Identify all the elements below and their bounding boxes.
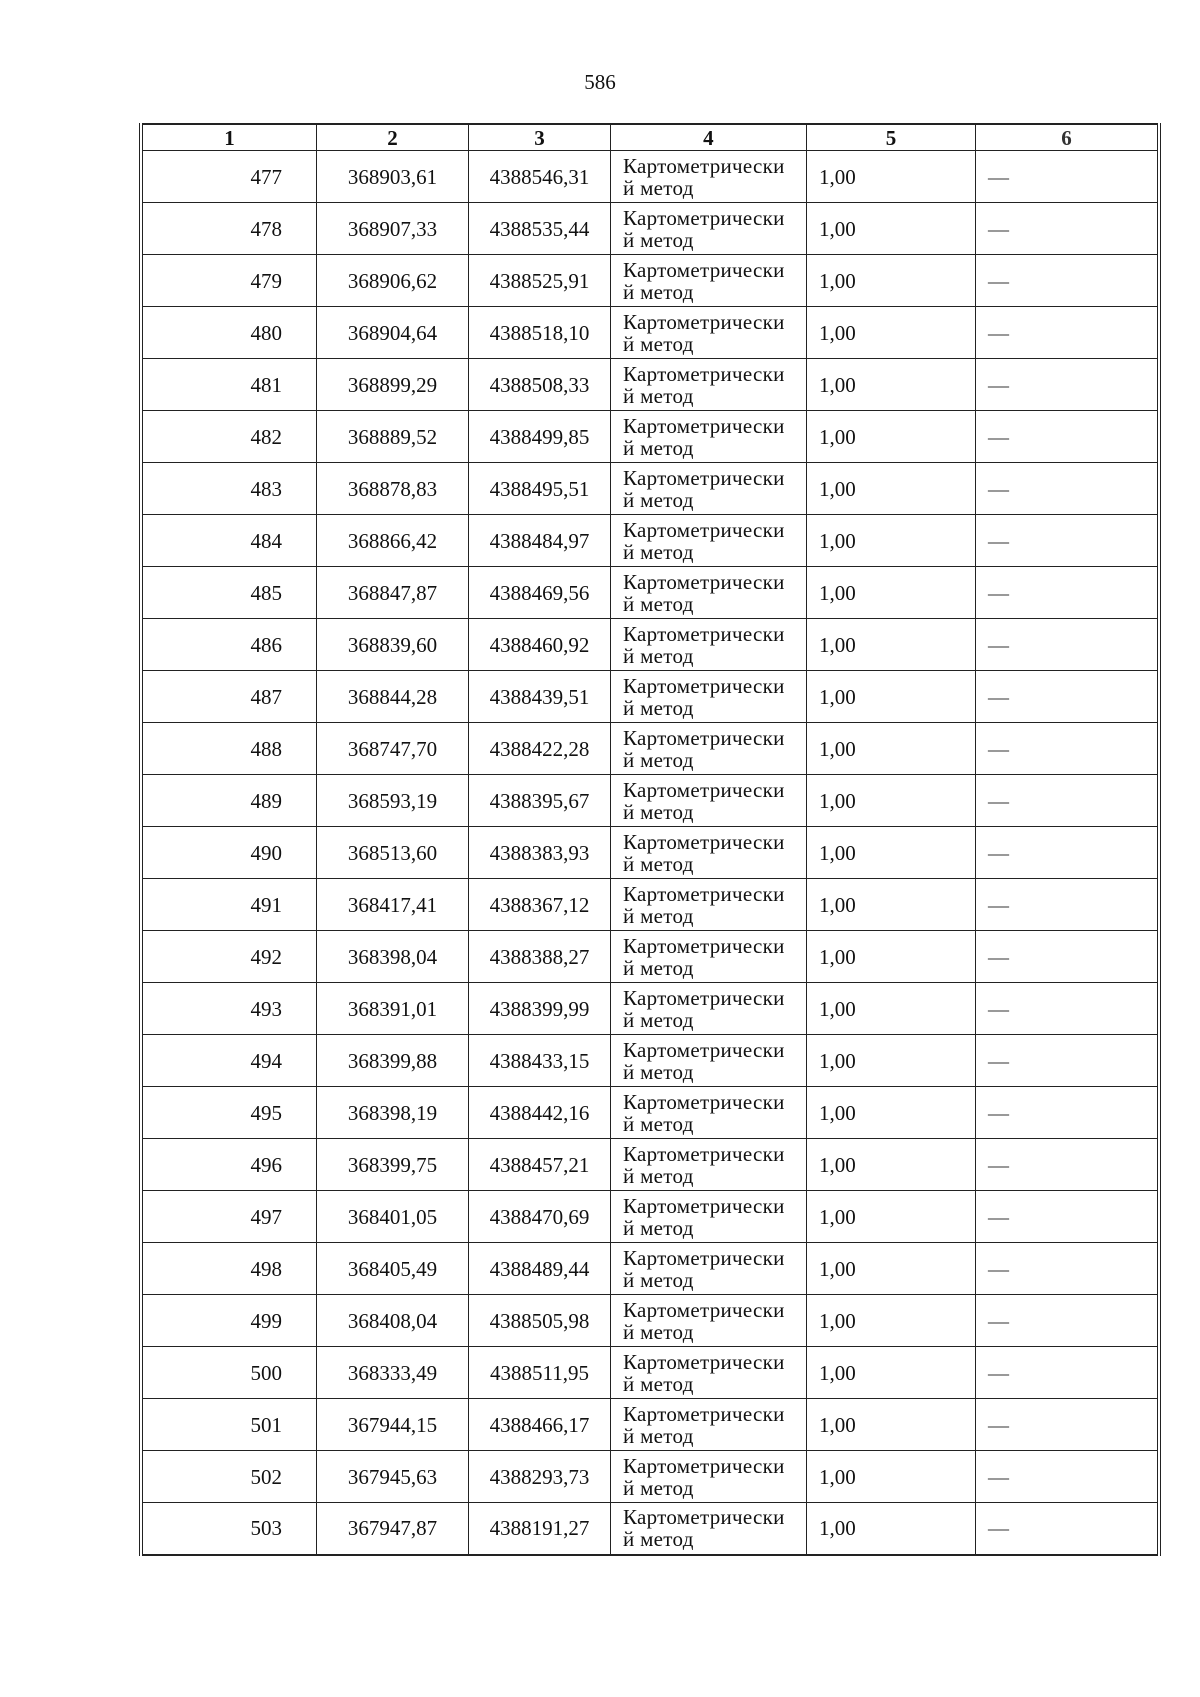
y-coordinate-cell: 4388460,92: [469, 619, 611, 671]
point-number-cell: 495: [141, 1087, 317, 1139]
note-cell: —: [976, 775, 1160, 827]
note-cell: —: [976, 931, 1160, 983]
note-cell: —: [976, 307, 1160, 359]
point-number-cell: 497: [141, 1191, 317, 1243]
method-cell: [611, 723, 807, 775]
method-cell: [611, 931, 807, 983]
method-line-2: й метод: [623, 383, 694, 408]
accuracy-cell: 1,00: [807, 879, 976, 931]
method-line-2: й метод: [623, 435, 694, 460]
accuracy-cell: 1,00: [807, 203, 976, 255]
accuracy-cell: 1,00: [807, 1191, 976, 1243]
method-line-1: Картометрически: [623, 1089, 785, 1114]
x-coordinate-cell: 368889,52: [317, 411, 469, 463]
method-cell: [611, 411, 807, 463]
y-coordinate-cell: 4388367,12: [469, 879, 611, 931]
method-line-2: й метод: [623, 1059, 694, 1084]
point-number-cell: 501: [141, 1399, 317, 1451]
note-cell: —: [976, 411, 1160, 463]
table-header: [141, 124, 1159, 151]
note-cell: —: [976, 723, 1160, 775]
point-number-cell: 484: [141, 515, 317, 567]
method-line-1: Картометрически: [623, 1141, 785, 1166]
accuracy-cell: 1,00: [807, 1451, 976, 1503]
accuracy-cell: 1,00: [807, 359, 976, 411]
method-cell: [611, 1191, 807, 1243]
x-coordinate-cell: 368398,04: [317, 931, 469, 983]
point-number-cell: 502: [141, 1451, 317, 1503]
note-cell: —: [976, 1243, 1160, 1295]
method-cell: [611, 1243, 807, 1295]
table-body: [141, 151, 1159, 1555]
accuracy-cell: 1,00: [807, 827, 976, 879]
method-line-2: й метод: [623, 955, 694, 980]
x-coordinate-cell: 368405,49: [317, 1243, 469, 1295]
table-row: [141, 463, 1159, 515]
note-cell: —: [976, 515, 1160, 567]
method-line-2: й метод: [623, 1371, 694, 1396]
method-line-2: й метод: [623, 695, 694, 720]
column-header-3: 3: [469, 124, 611, 151]
y-coordinate-cell: 4388511,95: [469, 1347, 611, 1399]
x-coordinate-cell: 368417,41: [317, 879, 469, 931]
x-coordinate-cell: 367944,15: [317, 1399, 469, 1451]
x-coordinate-cell: 368866,42: [317, 515, 469, 567]
method-cell: [611, 619, 807, 671]
note-cell: —: [976, 463, 1160, 515]
point-number-cell: 478: [141, 203, 317, 255]
note-cell: —: [976, 1191, 1160, 1243]
accuracy-cell: 1,00: [807, 1399, 976, 1451]
accuracy-cell: 1,00: [807, 1035, 976, 1087]
table-row: [141, 255, 1159, 307]
table-row: [141, 307, 1159, 359]
accuracy-cell: 1,00: [807, 515, 976, 567]
accuracy-cell: 1,00: [807, 775, 976, 827]
x-coordinate-cell: 368593,19: [317, 775, 469, 827]
page-number: 586: [584, 70, 616, 94]
note-cell: —: [976, 359, 1160, 411]
accuracy-cell: 1,00: [807, 619, 976, 671]
point-number-cell: 489: [141, 775, 317, 827]
table-row: [141, 1139, 1159, 1191]
y-coordinate-cell: 4388495,51: [469, 463, 611, 515]
method-line-1: Картометрически: [623, 1037, 785, 1062]
point-number-cell: 503: [141, 1503, 317, 1555]
method-line-2: й метод: [623, 1111, 694, 1136]
accuracy-cell: 1,00: [807, 1347, 976, 1399]
accuracy-cell: 1,00: [807, 307, 976, 359]
method-line-1: Картометрически: [623, 1401, 785, 1426]
note-cell: —: [976, 1087, 1160, 1139]
table-row: [141, 151, 1159, 203]
note-cell: —: [976, 1035, 1160, 1087]
x-coordinate-cell: 368903,61: [317, 151, 469, 203]
accuracy-cell: 1,00: [807, 983, 976, 1035]
table-row: [141, 983, 1159, 1035]
x-coordinate-cell: 368839,60: [317, 619, 469, 671]
method-line-1: Картометрически: [623, 205, 785, 230]
x-coordinate-cell: 368399,88: [317, 1035, 469, 1087]
accuracy-cell: 1,00: [807, 1503, 976, 1555]
x-coordinate-cell: 368844,28: [317, 671, 469, 723]
point-number-cell: 477: [141, 151, 317, 203]
accuracy-cell: 1,00: [807, 1087, 976, 1139]
method-line-1: Картометрически: [623, 465, 785, 490]
note-cell: —: [976, 827, 1160, 879]
column-header-2: 2: [317, 124, 469, 151]
method-cell: [611, 1503, 807, 1555]
method-line-1: Картометрически: [623, 725, 785, 750]
header-row: [141, 124, 1159, 151]
method-line-2: й метод: [623, 279, 694, 304]
method-line-2: й метод: [623, 1319, 694, 1344]
x-coordinate-cell: 368899,29: [317, 359, 469, 411]
point-number-cell: 480: [141, 307, 317, 359]
y-coordinate-cell: 4388469,56: [469, 567, 611, 619]
y-coordinate-cell: 4388383,93: [469, 827, 611, 879]
y-coordinate-cell: 4388505,98: [469, 1295, 611, 1347]
point-number-cell: 485: [141, 567, 317, 619]
method-cell: [611, 1035, 807, 1087]
x-coordinate-cell: 368398,19: [317, 1087, 469, 1139]
method-cell: [611, 515, 807, 567]
x-coordinate-cell: 368399,75: [317, 1139, 469, 1191]
method-line-1: Картометрически: [623, 309, 785, 334]
note-cell: —: [976, 671, 1160, 723]
method-line-2: й метод: [623, 539, 694, 564]
table-row: [141, 931, 1159, 983]
point-number-cell: 494: [141, 1035, 317, 1087]
point-number-cell: 481: [141, 359, 317, 411]
table-row: [141, 1503, 1159, 1555]
y-coordinate-cell: 4388293,73: [469, 1451, 611, 1503]
accuracy-cell: 1,00: [807, 255, 976, 307]
table-row: [141, 359, 1159, 411]
note-cell: —: [976, 151, 1160, 203]
accuracy-cell: 1,00: [807, 463, 976, 515]
table-row: [141, 1243, 1159, 1295]
method-cell: [611, 1087, 807, 1139]
table-row: [141, 1399, 1159, 1451]
method-cell: [611, 203, 807, 255]
table-row: [141, 879, 1159, 931]
coordinates-table: [139, 123, 1161, 1556]
x-coordinate-cell: 368878,83: [317, 463, 469, 515]
accuracy-cell: 1,00: [807, 723, 976, 775]
x-coordinate-cell: 368907,33: [317, 203, 469, 255]
method-line-2: й метод: [623, 175, 694, 200]
x-coordinate-cell: 368333,49: [317, 1347, 469, 1399]
method-cell: [611, 567, 807, 619]
note-cell: —: [976, 1451, 1160, 1503]
table-row: [141, 1347, 1159, 1399]
method-line-1: Картометрически: [623, 881, 785, 906]
x-coordinate-cell: 368401,05: [317, 1191, 469, 1243]
method-cell: [611, 827, 807, 879]
method-line-1: Картометрически: [623, 933, 785, 958]
method-cell: [611, 307, 807, 359]
method-line-1: Картометрически: [623, 517, 785, 542]
y-coordinate-cell: 4388433,15: [469, 1035, 611, 1087]
table-row: [141, 203, 1159, 255]
method-cell: [611, 151, 807, 203]
method-line-2: й метод: [623, 331, 694, 356]
table-row: [141, 775, 1159, 827]
x-coordinate-cell: 368513,60: [317, 827, 469, 879]
method-line-2: й метод: [623, 799, 694, 824]
method-line-1: Картометрически: [623, 361, 785, 386]
method-cell: [611, 463, 807, 515]
note-cell: —: [976, 879, 1160, 931]
method-line-1: Картометрически: [623, 153, 785, 178]
point-number-cell: 487: [141, 671, 317, 723]
method-line-2: й метод: [623, 903, 694, 928]
point-number-cell: 488: [141, 723, 317, 775]
method-line-2: й метод: [623, 487, 694, 512]
y-coordinate-cell: 4388535,44: [469, 203, 611, 255]
y-coordinate-cell: 4388546,31: [469, 151, 611, 203]
accuracy-cell: 1,00: [807, 671, 976, 723]
method-line-1: Картометрически: [623, 257, 785, 282]
y-coordinate-cell: 4388484,97: [469, 515, 611, 567]
method-line-1: Картометрически: [623, 673, 785, 698]
method-line-2: й метод: [623, 1163, 694, 1188]
method-line-1: Картометрически: [623, 1245, 785, 1270]
accuracy-cell: 1,00: [807, 411, 976, 463]
method-line-2: й метод: [623, 1423, 694, 1448]
method-cell: [611, 359, 807, 411]
column-header-1: 1: [141, 124, 317, 151]
table-row: [141, 1087, 1159, 1139]
point-number-cell: 496: [141, 1139, 317, 1191]
method-cell: [611, 1399, 807, 1451]
y-coordinate-cell: 4388508,33: [469, 359, 611, 411]
method-line-2: й метод: [623, 1527, 694, 1552]
method-line-1: Картометрически: [623, 1193, 785, 1218]
method-cell: [611, 255, 807, 307]
column-header-6: 6: [976, 124, 1160, 151]
method-cell: [611, 1451, 807, 1503]
method-cell: [611, 1295, 807, 1347]
point-number-cell: 486: [141, 619, 317, 671]
method-line-1: Картометрически: [623, 1453, 785, 1478]
column-header-4: 4: [611, 124, 807, 151]
accuracy-cell: 1,00: [807, 931, 976, 983]
note-cell: —: [976, 1139, 1160, 1191]
accuracy-cell: 1,00: [807, 151, 976, 203]
note-cell: —: [976, 1347, 1160, 1399]
method-line-1: Картометрически: [623, 413, 785, 438]
method-line-2: й метод: [623, 1267, 694, 1292]
accuracy-cell: 1,00: [807, 1295, 976, 1347]
table-row: [141, 827, 1159, 879]
point-number-cell: 498: [141, 1243, 317, 1295]
method-line-2: й метод: [623, 747, 694, 772]
x-coordinate-cell: 368906,62: [317, 255, 469, 307]
method-cell: [611, 1139, 807, 1191]
y-coordinate-cell: 4388399,99: [469, 983, 611, 1035]
table-row: [141, 619, 1159, 671]
x-coordinate-cell: 368408,04: [317, 1295, 469, 1347]
y-coordinate-cell: 4388518,10: [469, 307, 611, 359]
point-number-cell: 491: [141, 879, 317, 931]
note-cell: —: [976, 255, 1160, 307]
table-row: [141, 1191, 1159, 1243]
y-coordinate-cell: 4388470,69: [469, 1191, 611, 1243]
method-cell: [611, 1347, 807, 1399]
x-coordinate-cell: 368904,64: [317, 307, 469, 359]
note-cell: —: [976, 203, 1160, 255]
table-row: [141, 1035, 1159, 1087]
method-line-1: Картометрически: [623, 829, 785, 854]
table-row: [141, 1295, 1159, 1347]
point-number-cell: 493: [141, 983, 317, 1035]
note-cell: —: [976, 567, 1160, 619]
table-row: [141, 411, 1159, 463]
y-coordinate-cell: 4388457,21: [469, 1139, 611, 1191]
method-line-2: й метод: [623, 1215, 694, 1240]
method-line-1: Картометрически: [623, 621, 785, 646]
point-number-cell: 479: [141, 255, 317, 307]
accuracy-cell: 1,00: [807, 1139, 976, 1191]
y-coordinate-cell: 4388422,28: [469, 723, 611, 775]
method-line-2: й метод: [623, 851, 694, 876]
table-row: [141, 515, 1159, 567]
table-row: [141, 671, 1159, 723]
method-line-2: й метод: [623, 227, 694, 252]
column-header-5: 5: [807, 124, 976, 151]
note-cell: —: [976, 1295, 1160, 1347]
x-coordinate-cell: 367947,87: [317, 1503, 469, 1555]
y-coordinate-cell: 4388191,27: [469, 1503, 611, 1555]
point-number-cell: 500: [141, 1347, 317, 1399]
accuracy-cell: 1,00: [807, 1243, 976, 1295]
method-cell: [611, 775, 807, 827]
x-coordinate-cell: 368391,01: [317, 983, 469, 1035]
x-coordinate-cell: 367945,63: [317, 1451, 469, 1503]
method-line-1: Картометрически: [623, 569, 785, 594]
y-coordinate-cell: 4388395,67: [469, 775, 611, 827]
y-coordinate-cell: 4388439,51: [469, 671, 611, 723]
y-coordinate-cell: 4388442,16: [469, 1087, 611, 1139]
y-coordinate-cell: 4388525,91: [469, 255, 611, 307]
accuracy-cell: 1,00: [807, 567, 976, 619]
point-number-cell: 483: [141, 463, 317, 515]
method-line-1: Картометрически: [623, 1505, 785, 1530]
x-coordinate-cell: 368747,70: [317, 723, 469, 775]
point-number-cell: 492: [141, 931, 317, 983]
method-line-1: Картометрически: [623, 985, 785, 1010]
note-cell: —: [976, 1503, 1160, 1555]
note-cell: —: [976, 619, 1160, 671]
note-cell: —: [976, 983, 1160, 1035]
table-row: [141, 567, 1159, 619]
method-cell: [611, 879, 807, 931]
y-coordinate-cell: 4388388,27: [469, 931, 611, 983]
point-number-cell: 499: [141, 1295, 317, 1347]
method-line-1: Картометрически: [623, 1297, 785, 1322]
method-line-2: й метод: [623, 1475, 694, 1500]
method-line-1: Картометрически: [623, 777, 785, 802]
point-number-cell: 482: [141, 411, 317, 463]
note-cell: —: [976, 1399, 1160, 1451]
y-coordinate-cell: 4388499,85: [469, 411, 611, 463]
method-line-1: Картометрически: [623, 1349, 785, 1374]
method-line-2: й метод: [623, 643, 694, 668]
table-row: [141, 723, 1159, 775]
x-coordinate-cell: 368847,87: [317, 567, 469, 619]
table-row: [141, 1451, 1159, 1503]
point-number-cell: 490: [141, 827, 317, 879]
method-line-2: й метод: [623, 591, 694, 616]
method-cell: [611, 983, 807, 1035]
y-coordinate-cell: 4388489,44: [469, 1243, 611, 1295]
method-line-2: й метод: [623, 1007, 694, 1032]
y-coordinate-cell: 4388466,17: [469, 1399, 611, 1451]
method-cell: [611, 671, 807, 723]
